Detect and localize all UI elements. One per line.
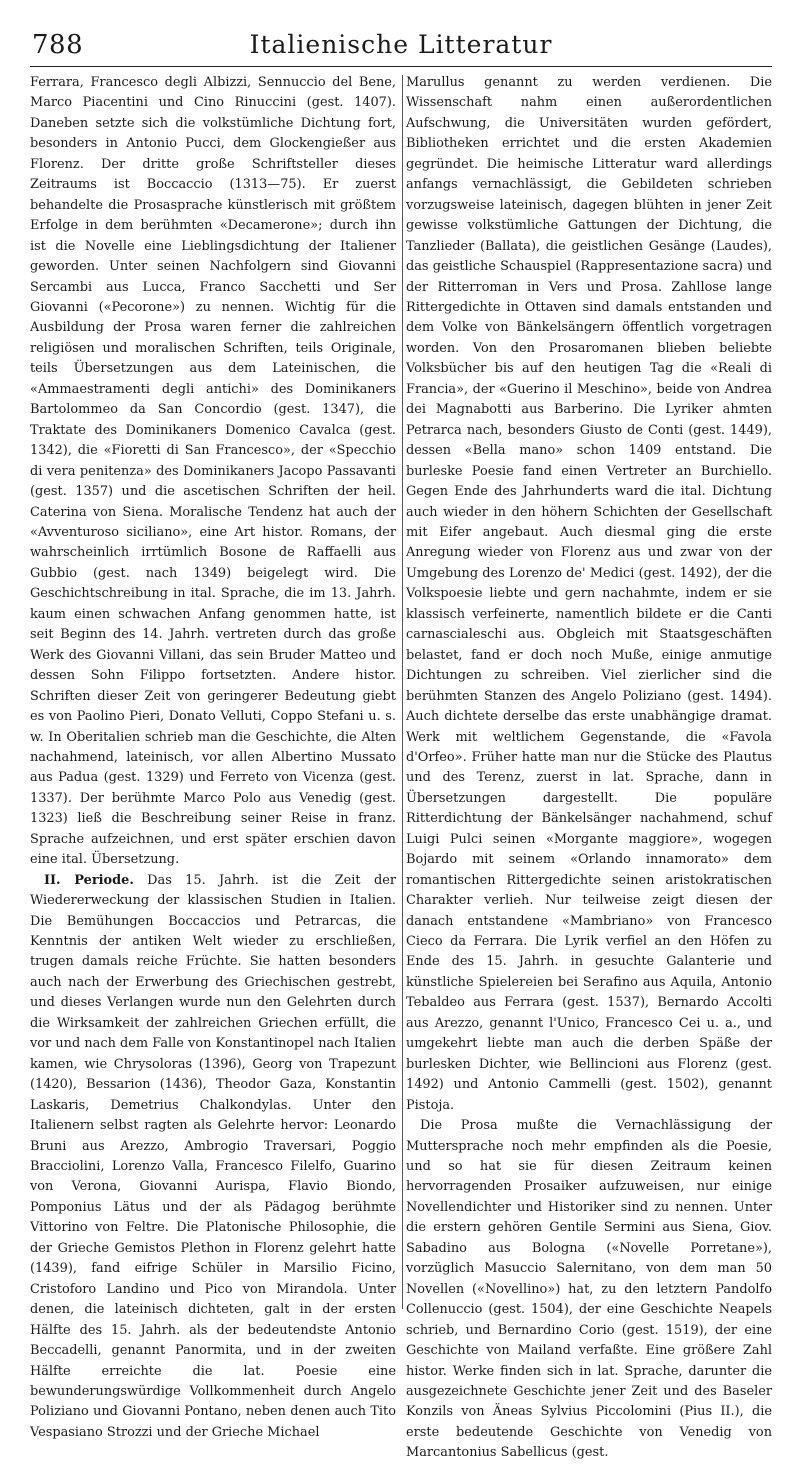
left-paragraph-1: Ferrara, Francesco degli Albizzi, Sennuccio del Bene, Marco Piacentini und Cino Rinuccini (gest. 1407). Daneben setzte sich die volkstümliche Dichtung fort, besonders in Antonio Pucci, dem Glockengießer aus Florenz. Der dritte große Schriftsteller dieses Zeitraums ist Boccaccio (1313—75). Er zuerst behandelte die Prosasprache künstlerisch mit größtem Erfolge in dem berühmten «Decamerone»; durch ihn ist die Novelle eine Lieblingsdichtung der Italiener geworden. Unter seinen Nachfolgern sind Giovanni Sercambi aus Lucca, Franco Sacchetti und Ser Giovanni («Pecorone») zu nennen. Wichtig für die Ausbildung der Prosa waren ferner die zahlreichen religiösen und moralischen Schriften, teils Originale, teils Übersetzungen aus dem Lateinischen, die «Ammaestramenti degli antichi» des Dominikaners Bartolommeo da San Concordio (gest. 1347), die Traktate des Dominikaners Domenico Cavalca (gest. 1342), die «Fioretti di San Francesco», der «Specchio di vera penitenza» des Dominikaners Jacopo Passavanti (gest. 1357) und die ascetischen Schriften der heil. Caterina von Siena. Moralische Tendenz hat auch der «Avventuroso siciliano», eine Art histor. Romans, der wahrscheinlich irrtümlich Bosone de Raffaelli aus Gubbio (gest. nach 1349) beigelegt wird. Die Geschichtschreibung in ital. Sprache, die im 13. Jahrh. kaum einen schwachen Anfang genommen hatte, ist seit Beginn des 14. Jahrh. vertreten durch das große Werk des Giovanni Villani, das sein Bruder Matteo und dessen Sohn Filippo fortsetzten. Andere histor. Schriften dieser Zeit von geringerer Bedeutung giebt es von Paolino Pieri, Donato Velluti, Coppo Stefani u. s. w. In Oberitalien schrieb man die Geschichte, die Alten nachahmend, lateinisch, vor allen Albertino Mussato aus Padua (gest. 1329) und Ferreto von Vicenza (gest. 1337). Der berühmte Marco Polo aus Venedig (gest. 1323) ließ die Beschreibung seiner Reise in franz. Sprache aufzeichnen, und erst später erschien davon eine ital. Übersetzung. bbox=[30, 75, 396, 868]
running-title: Italienische Litteratur bbox=[249, 30, 553, 59]
page-number: 788 bbox=[32, 30, 84, 60]
text-columns bbox=[30, 73, 772, 1464]
section-lead: II. Periode. bbox=[44, 872, 134, 888]
right-paragraph-2: Die Prosa mußte die Vernachlässigung der Muttersprache noch mehr empfinden als die Poesie, und so hat sie für diesen Zeitraum keinen hervorragenden Prosaiker aufzuweisen, nur einige Novellendichter und Historiker sind zu nennen. Unter die erstern gehören Gentile Sermini aus Siena, Giov. Sabadino aus Bologna («Novelle Porretane»), vorzüglich Masuccio Salernitano, von dem man 50 Novellen («Novellino») hat, zu den letztern Pandolfo Collenuccio (gest. 1504), der eine Geschichte Neapels schrieb, und Bernardino Corio (gest. 1519), der eine Geschichte von Mailand verfaßte. Eine größere Zahl histor. Werke finden sich in lat. Sprache, darunter die ausgezeichnete Geschichte jener Zeit und des Baseler Konzils von Äneas Sylvius Piccolomini (Pius II.), die erste bedeutende Geschichte von Venedig von Marcantonius Sabellicus (gest. bbox=[406, 1118, 772, 1461]
right-column bbox=[406, 73, 772, 1464]
column-divider bbox=[402, 75, 403, 1309]
left-paragraph-2-text: Das 15. Jahrh. ist die Zeit der Wiedererweckung der klassischen Studien in Italien. Die Bemühungen Boccaccios und Petrarcas, die Kenntnis der antiken Welt wieder zu erschließen, trugen damals reiche Früchte. Sie hatten besonders auch nach der Erwerbung des Griechischen gestrebt, und dieses Verlangen wurde nun den Gelehrten durch die Wirksamkeit der zahlreichen Griechen erfüllt, die vor und nach dem Falle von Konstantinopel nach Italien kamen, wie Chrysoloras (1396), Georg von Trapezunt (1420), Bessarion (1436), Theodor Gaza, Konstantin Laskaris, Demetrius Chalkondylas. Unter den Italienern selbst ragten als Gelehrte hervor: Leonardo Bruni aus Arezzo, Ambrogio Traversari, Poggio Bracciolini, Lorenzo Valla, Francesco Filelfo, Guarino von Verona, Giovanni Aurispa, Flavio Biondo, Pomponius Lätus und der als Pädagog berühmte Vittorino von Feltre. Die Platonische Philosophie, die der Grieche Gemistos Plethon in Florenz gelehrt hatte (1439), fand eifrige Schüler in Marsilio Ficino, Cristoforo Landino und Pico von Mirandola. Unter denen, die lateinisch dichteten, galt in der ersten Hälfte des 15. Jahrh. als der bedeutendste Antonio Beccadelli, genannt Panormita, und in der zweiten Hälfte erreichte die lat. Poesie eine bewunderungswürdige Vollkommenheit durch Angelo Poliziano und Giovanni Pontano, neben denen auch Tito Vespasiano Strozzi und der Grieche Michael bbox=[30, 872, 396, 1440]
right-paragraph-1: Marullus genannt zu werden verdienen. Die Wissenschaft nahm einen außerordentlichen Aufschwung, die Universitäten wurden gefördert, Bibliotheken errichtet und die ersten Akademien gegründet. Die heimische Litteratur ward allerdings anfangs vernachlässigt, die Gebildeten schrieben vorzugsweise lateinisch, dagegen blühten in jener Zeit gewisse volkstümliche Gattungen der Dichtung, die Tanzlieder (Ballata), die geistlichen Gesänge (Laudes), das geistliche Schauspiel (Rappresentazione sacra) und der Ritterroman in Vers und Prosa. Zahllose lange Rittergedichte in Ottaven sind damals entstanden und dem Volke von Bänkelsängern öffentlich vorgetragen worden. Von den Prosaromanen blieben beliebte Volksbücher bis auf den heutigen Tag die «Reali di Francia», der «Guerino il Meschino», beide von Andrea dei Magnabotti aus Barberino. Die Lyriker ahmten Petrarca nach, besonders Giusto de Conti (gest. 1449), dessen «Bella mano» schon 1409 entstand. Die burleske Poesie fand einen Vertreter an Burchiello. Gegen Ende des Jahrhunderts ward die ital. Dichtung auch wieder in den höhern Schichten der Gesellschaft mit Eifer angebaut. Auch diesmal ging die erste Anregung wieder von Florenz aus und zwar von der Umgebung des Lorenzo de' Medici (gest. 1492), der die Volkspoesie liebte und gern nachahmte, indem er sie klassisch verfeinerte, namentlich bildete er die Canti carnascialeschi aus. Obgleich mit Staatsgeschäften belastet, fand er doch noch Muße, einige anmutige Dichtungen zu schreiben. Viel zierlicher sind die berühmten Stanzen des Angelo Poliziano (gest. 1494). Auch dichtete derselbe das erste unabhängige dramat. Werk mit weltlichem Gegenstande, die «Favola d'Orfeo». Früher hatte man nur die Stücke des Plautus und des Terenz, zuerst in lat. Sprache, dann in Übersetzungen dargestellt. Die populäre Ritterdichtung der Bänkelsänger nachahmend, schuf Luigi Pulci seinen «Morgante maggiore», wogegen Bojardo mit seinem «Orlando innamorato» dem romantischen Rittergedichte seinen aristokratischen Charakter verlieh. Nur teilweise zeigt diesen der danach entstandene «Mambriano» von Francesco Cieco da Ferrara. Die Lyrik verfiel an den Höfen zu Ende des 15. Jahrh. in gesuchte Galanterie und künstliche Spielereien bei Serafino aus Aquila, Antonio Tebaldeo aus Ferrara (gest. 1537), Bernardo Accolti aus Arezzo, genannt l'Unico, Francesco Cei u. a., und umgekehrt liebte man auch die derben Späße der burlesken Dichter, wie Bellincioni aus Florenz (gest. 1492) und Antonio Cammelli (gest. 1502), genannt Pistoja. bbox=[406, 75, 772, 1113]
page-header bbox=[30, 22, 772, 67]
left-paragraph-2 bbox=[30, 871, 396, 1444]
left-column bbox=[30, 73, 396, 1464]
